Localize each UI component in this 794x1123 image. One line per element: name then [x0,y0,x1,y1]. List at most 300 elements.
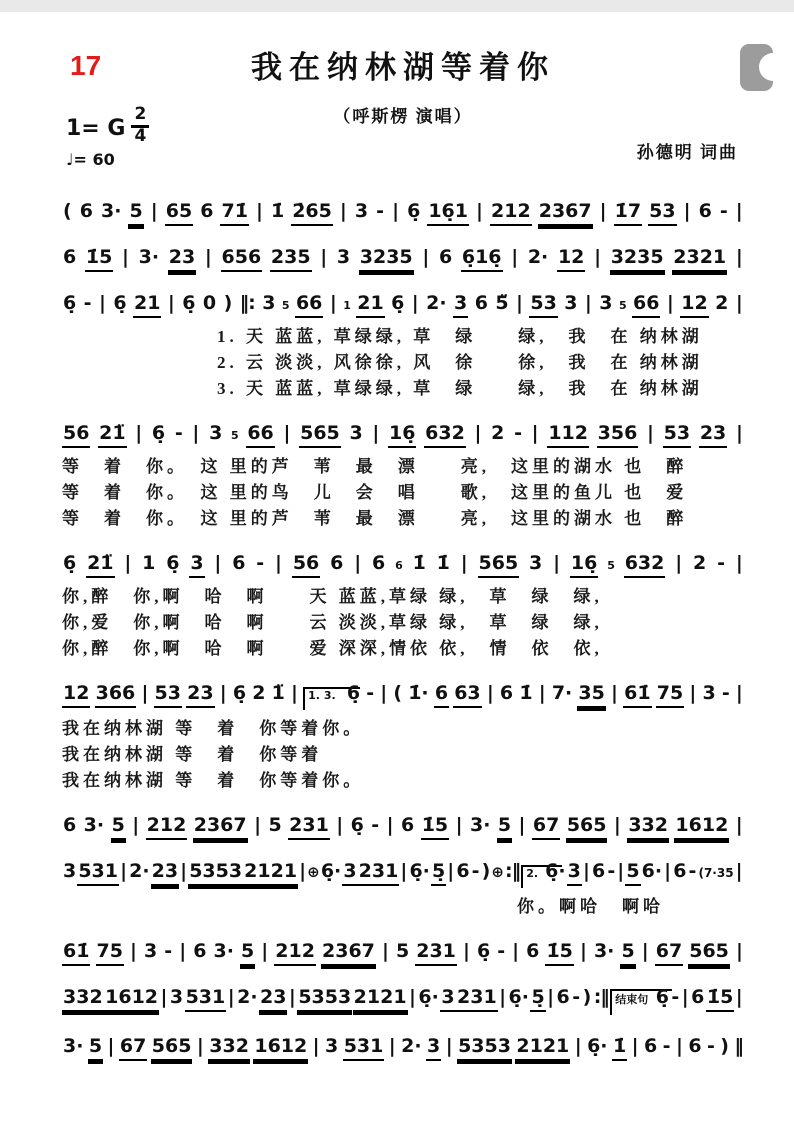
note-group: ) [481,860,491,882]
note-group: 6 [673,860,687,882]
barline: | [647,422,654,444]
note-group: 6 [232,552,246,574]
note-group: 6̣16̣ [461,246,503,272]
note-group: 6 [79,200,93,222]
note-group: 21 [356,292,384,318]
note-group: 6 [63,814,77,836]
note-group: 6 [688,1035,702,1057]
note-group: 3· [469,814,491,836]
note-group: 2· [426,292,447,314]
note-group: 231 [358,860,400,886]
note-group: - [497,940,506,962]
barline: | [372,422,380,444]
note-group: 3· [83,814,105,836]
barline: | [631,1035,639,1057]
note-group: 75 [96,940,124,966]
note-group: 7· [551,682,573,704]
score-line [62,200,744,226]
note-group: 2· [401,1035,422,1057]
barline: | [288,986,296,1008]
note-group: 3 [63,860,77,882]
note-group: 6 [330,552,344,574]
note-group: 1̇ [436,552,450,574]
coda-sign: ⊕ [307,863,320,881]
note-group: - [721,682,730,704]
note-group: - [471,860,480,882]
note-group: 6 [63,246,77,268]
note-group: - [514,422,522,444]
note-group: ) [223,292,233,314]
barline: | [460,552,468,574]
note-group: - [572,986,581,1008]
barline: | [422,246,430,268]
barline: | [666,292,674,314]
note-group: 16̣1 [427,200,469,226]
barline: | [579,940,587,962]
note-group: 212 [274,940,316,966]
note-group: 2· [129,860,150,882]
barline: | [299,860,307,882]
score-line [62,940,744,966]
note-group: 2 [252,682,266,704]
barline: | [135,422,143,444]
note-group: 212 [490,200,532,226]
note-group: 6̣ [232,682,247,704]
note-group: 531 [77,860,119,886]
barline: | [254,814,262,836]
note-group: - [174,422,183,444]
barline: | [476,200,483,222]
volta-label: 2. [521,865,562,888]
barline: | [474,422,482,444]
barline: | [107,1035,115,1057]
barline: | [735,682,743,704]
note-group: 6 [456,860,470,882]
note-group: 3 [144,940,158,962]
note-group: 6 [434,682,449,708]
barline: | [735,940,743,962]
barline: | [613,814,621,836]
note-group: 3· [593,940,615,962]
note-group: 5 [620,940,635,966]
note-group: 1̇5 [706,986,734,1012]
lyric-row: 你,醉 你,啊 哈 啊 天 蓝蓝,草绿 绿, 草 绿 绿, [62,587,603,606]
barline: | [179,940,187,962]
barline: | [735,814,743,836]
barline: | [547,986,555,1008]
note-group: 3 [426,1035,441,1061]
note-group: 6 [499,682,514,704]
meter-top: 2 [131,106,149,128]
note-group: - [688,860,697,882]
note-group: 632 [624,552,666,578]
note-group: 366 [95,682,137,708]
barline: | [98,292,106,314]
note-group: 5 [240,940,255,966]
note-group: 5 [497,814,512,840]
note-group: 356 [597,422,639,448]
note-group: 1̇· [408,682,429,704]
barline: | [683,200,691,222]
note-group: 565 [299,422,341,448]
barline: | [214,552,222,574]
note-group: 3 [702,682,716,704]
note-group: 3 [354,200,369,222]
lyric-row: 你。啊哈 啊哈 [517,897,664,916]
floating-reader-button[interactable] [740,44,773,91]
note-group: 75 [656,682,684,708]
note-group: 65 [165,200,193,226]
note-group: 2 [693,552,707,574]
sheet-page [62,12,744,1067]
note-group: 6 [643,1035,658,1057]
note-group: 6̣ [63,292,77,314]
grace-note: 5 [230,429,239,442]
barline: | [150,200,158,222]
note-group: ) [582,986,592,1008]
note-group: 16̣ [388,422,416,448]
note-group: 3· [63,1035,84,1057]
note-group: 565 [478,552,520,578]
note-group: 1̇5 [85,246,113,272]
note-group: 231 [456,986,498,1012]
note-group: 3 [453,292,468,318]
barline: | [512,940,520,962]
note-group: 5 [625,860,640,886]
barline: | [219,682,227,704]
barline: | [574,1035,582,1057]
score-line [62,552,744,578]
page-number: 17 [70,50,102,81]
lyric-row: 等 着 你。 这 里的芦 苇 最 漂 亮, 这里的湖水 也 醉 [62,509,688,528]
note-group: 53 [154,682,182,708]
lyric-row: 等 着 你。 这 里的鸟 儿 会 唱 歌, 这里的鱼儿 也 爱 [62,483,688,502]
barline: | [409,986,416,1008]
barline: | [336,814,344,836]
barline: | [400,860,408,882]
note-group: 12 [680,292,708,318]
note-group: 6 [371,552,386,574]
note-group: 6 [698,200,712,222]
barline: | [611,682,618,704]
note-group: ( [63,200,72,222]
note-group: 1̇7 [614,200,642,226]
note-group: 3· [100,200,122,222]
note-group: - [717,552,725,574]
time-signature [131,106,149,146]
repeat-barline: :‖ [593,986,609,1008]
note-group: 1612 [253,1035,308,1061]
barline: | [160,986,168,1008]
note-group: 6 [691,986,705,1008]
barline: | [167,292,175,314]
barline: | [388,1035,396,1057]
coda-sign: ⊕ [491,863,504,881]
barline: | [339,200,347,222]
note-group: 6̣· [587,1035,608,1057]
barline: | [255,200,263,222]
barline: | [689,682,697,704]
note-group: 656 [221,246,263,272]
barline: | [204,246,212,268]
barline: | [735,200,743,222]
barline: | [329,292,337,314]
note-group: 531 [343,1035,385,1061]
note-group: 2121 [515,1035,570,1061]
barline: | [735,422,743,444]
barline: | [599,200,607,222]
note-group: - [607,860,616,882]
lyric-row: 等 着 你。 这 里的芦 苇 最 漂 亮, 这里的湖水 也 醉 [62,457,688,476]
note-group: 3 [169,986,184,1008]
note-group: - [706,1035,715,1057]
note-group: ) [720,1035,729,1057]
score-line [62,292,744,318]
lyric-row: 我在纳林湖 等 着 你等着你。 [62,771,365,790]
note-group: 1̇5 [545,940,573,966]
note-group: 231 [415,940,457,966]
note-group: 23 [186,682,214,708]
note-group: 2121 [243,860,298,886]
pickup-hint: (7·35 [698,866,734,880]
note-group: 5353 [188,860,243,886]
barline: | [462,940,470,962]
note-group: 3 [189,552,204,578]
note-group: 61̇ [62,940,90,966]
barline: | [735,986,743,1008]
note-group: 235 [270,246,312,272]
note-group: 2367 [193,814,248,840]
score-line [62,682,744,710]
note-group: 5 [111,814,126,840]
barline: | [261,940,269,962]
note-group: 66 [295,292,323,318]
note-group: 1̈ [271,682,285,704]
score-line [62,422,744,448]
note-group: 3 [529,552,543,574]
note-group: 3235 [359,246,414,272]
note-group: 5 [395,940,410,962]
note-group: 6̣ [407,200,421,222]
barline: | [735,246,743,268]
note-group: 53 [648,200,676,226]
note-group: - [83,292,92,314]
note-group: 66 [246,422,274,448]
note-group: 2· [527,246,549,268]
note-group: 5̣ [530,986,545,1012]
note-group: 1̇ [612,1035,627,1061]
note-group: 112 [547,422,589,448]
note-group: - [376,200,385,222]
grace-note: 5 [607,559,615,572]
note-group: 67 [655,940,683,966]
barline: | [381,940,389,962]
grace-note: 6 [395,559,403,572]
composer-credit: 孙德明 词曲 [636,143,738,162]
note-group: 63 [453,682,481,708]
barline: | [681,986,689,1008]
score-line [62,814,744,840]
barline: | [499,986,507,1008]
note-group: 6 [526,940,540,962]
note-group: 2121 [353,986,408,1012]
lyric-row: 我在纳林湖 等 着 你等着你。 [62,719,365,738]
note-group: 3 [599,292,613,314]
score [62,200,744,1061]
note-group: 21 [133,292,161,318]
note-group: 23 [699,422,727,448]
note-group: 2367 [538,200,593,226]
note-group: 12 [62,682,90,708]
barline: | [275,552,282,574]
note-group: 6̣ [151,422,166,444]
barline: | [735,860,743,882]
half-circle-icon [759,53,773,81]
note-group: 3 [342,860,357,886]
repeat-barline: ‖ [734,1035,743,1057]
barline: | [455,814,463,836]
note-group: 6 [556,986,570,1008]
barline: | [447,860,455,882]
note-group: 0 [202,292,217,314]
note-group: 332 [62,986,104,1012]
note-group: 6̣ [63,552,77,574]
note-group: 5 [88,1035,103,1061]
note-group: 6̣· [409,860,430,882]
note-group: 56 [62,422,90,448]
note-group: 565 [688,940,730,966]
note-group: 1612 [104,986,159,1012]
note-group: 6̣· [508,986,529,1008]
note-group: 3· [138,246,160,268]
barline: | [354,552,362,574]
note-group: 1̇5 [421,814,449,840]
note-group: 1̇ [412,552,426,574]
barline: | [664,860,672,882]
note-group: - [366,682,375,704]
note-group: 16̣ [570,552,598,578]
barline: | [516,292,523,314]
note-group: - [662,1035,671,1057]
barline: | [553,552,561,574]
barline: | [120,860,128,882]
note-group: 6̣ [655,986,669,1008]
barline: | [196,1035,204,1057]
barline: | [531,422,539,444]
key-label: 1= G [66,115,126,141]
note-group: 67 [532,814,560,840]
barline: | [675,1035,683,1057]
note-group: 3 [567,860,582,886]
lyric-row: 2. 云 淡淡, 风徐徐, 风 徐 徐, 我 在 纳林湖 [217,353,703,372]
note-group: 3 [336,246,351,268]
barline: | [486,682,494,704]
note-group: 2321 [672,246,727,272]
barline: | [386,814,394,836]
barline: | [735,292,743,314]
barline: | [411,292,419,314]
note-group: 3 [325,1035,339,1057]
note-group: 6 [474,292,488,314]
note-group: 3 [349,422,363,444]
barline: | [380,682,388,704]
meter-bottom: 4 [134,125,147,146]
note-group: - [671,986,680,1008]
repeat-barline: ‖: [239,292,255,314]
lyric-row: 3. 天 蓝蓝, 草绿绿, 草 绿 绿, 我 在 纳林湖 [217,379,703,398]
barline: | [538,682,546,704]
note-group: 21̈ [98,422,126,448]
note-group: 1612 [674,814,729,840]
song-title: 我在纳林湖等着你 [251,50,555,85]
tempo-marking: ♩= 60 [66,150,115,169]
note-group: 565 [566,814,608,840]
note-group: 6̣ [346,682,361,704]
barline: | [283,422,291,444]
barline: | [445,1035,453,1057]
lyric-row: 你,爱 你,啊 哈 啊 云 淡淡,草绿 绿, 草 绿 绿, [62,613,603,632]
note-group: 2 [715,292,729,314]
barline: | [130,940,137,962]
note-group: 5 [268,814,282,836]
note-group: 1̇ [519,682,533,704]
barline: | [518,814,526,836]
score-header [62,12,744,180]
barline: | [392,200,400,222]
note-group: 53 [529,292,557,318]
note-group: 3 [209,422,223,444]
barline: | [582,860,590,882]
note-group: 1̇ [270,200,285,222]
top-strip [0,0,794,12]
note-group: 6 [401,814,415,836]
note-group: 6̣· [545,860,566,882]
note-group: 6̣· [418,986,439,1008]
note-group: 23 [151,860,179,886]
note-group: 565 [151,1035,193,1061]
barline: | [180,860,188,882]
note-group: 2367 [321,940,376,966]
repeat-barline: :‖ [505,860,521,882]
barline: | [122,246,129,268]
note-group: 5353 [297,986,352,1012]
note-group: 632 [424,422,466,448]
barline: | [594,246,602,268]
barline: | [617,860,625,882]
note-group: 2· [237,986,258,1008]
note-group: 5̈ [495,292,509,314]
barline: | [584,292,592,314]
score-line [62,986,744,1015]
note-group: 5 [128,200,143,226]
note-group: 6̣ [166,552,180,574]
lyric-row: 你,醉 你,啊 哈 啊 爱 深深,情依 依, 情 依 依, [62,639,603,658]
score-line [62,1035,744,1061]
barline: | [132,814,140,836]
note-group: 6̣ [182,292,196,314]
note-group: 5̣ [431,860,446,886]
note-group: 3235 [610,246,665,272]
note-group: - [256,552,265,574]
note-group: - [164,940,173,962]
note-group: 6̣ [350,814,364,836]
note-group: 53 [663,422,691,448]
note-group: 6· [641,860,663,882]
note-group: 212 [146,814,188,840]
note-group: 332 [627,814,669,840]
note-group: 5353 [457,1035,512,1061]
barline: | [124,552,132,574]
